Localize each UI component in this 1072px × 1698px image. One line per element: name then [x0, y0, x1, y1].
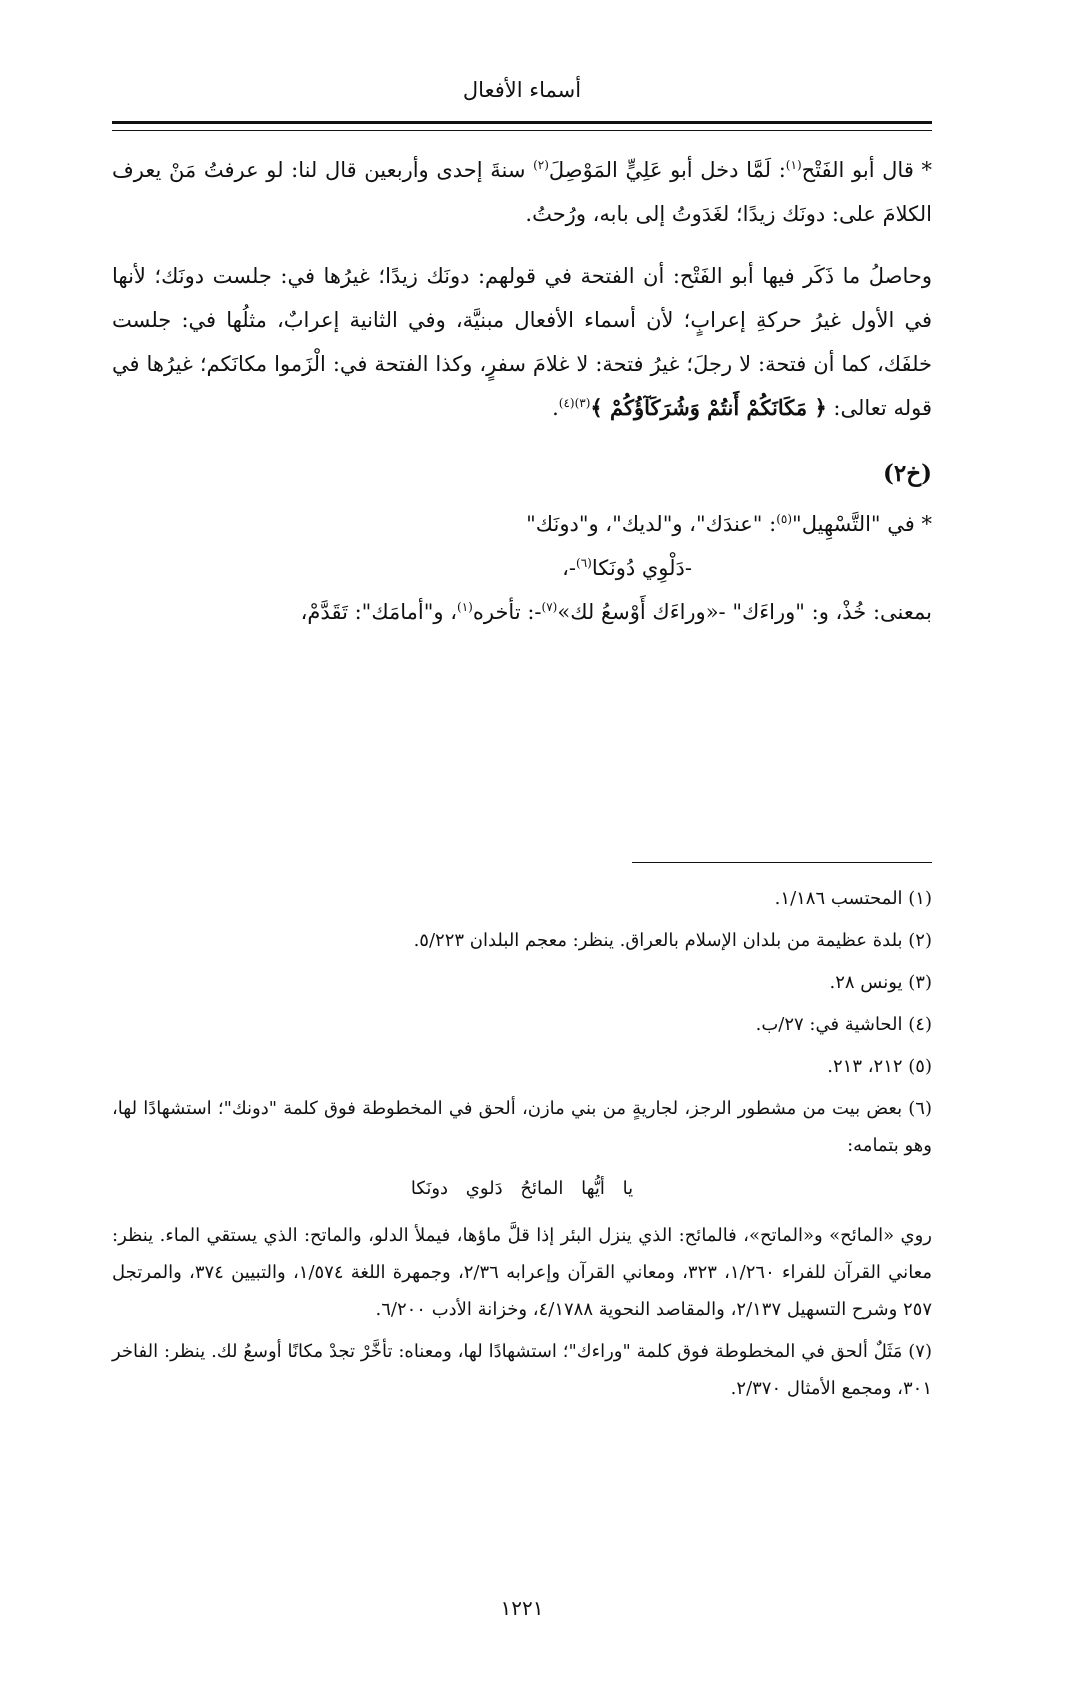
verse-text-b: -، [562, 556, 577, 580]
header-rule-thin [112, 130, 932, 131]
footnote-ref-2[interactable]: (٢) [533, 158, 549, 172]
section-heading: (خ٢) [883, 460, 932, 487]
quran-verse: ﴿ مَكَانَكُمْ أَنتُمْ وَشُرَكَآؤُكُمْ ﴾ [590, 395, 827, 420]
main-text [112, 148, 932, 634]
paragraph-4 [112, 590, 932, 634]
footnote-3: (٣) يونس ٢٨. [829, 972, 932, 993]
book-page [112, 0, 932, 1698]
p1-text-a: قال أبو الفَتْح [801, 158, 914, 182]
p1-text-b: : لَمَّا دخل أبو عَلِيٍّ المَوْصِلَ [548, 158, 786, 182]
footnote-6-continuation: روي «المائح» و«الماتح»، فالمائح: الذي ينزل البئر إذا قلَّ ماؤها، فيملأ الدلو، والماتح: الذي يستقي الماء. ينظر: معاني القرآن للفراء ١/٢٦٠، ٣٢٣، ومعاني القرآن وإعرابه ٢/٣٦، وجمهرة اللغة ١/٥٧٤، والتبيين ٣٧٤، والمرتجل ٢٥٧ وشرح التسهيل ٢/١٣٧، والمقاصد النحوية ٤/١٧٨٨، وخزانة الأدب ٦/٢٠٠. [112, 1225, 933, 1320]
p4-text-c: ، و"أمامَك": تَقَدَّمْ، [300, 600, 458, 624]
page-number: ١٢٢١ [500, 1596, 544, 1620]
p3-text-a: في "التَّسْهِيل" [792, 512, 915, 536]
p2-end: . [552, 396, 559, 420]
bullet-star: * [913, 158, 933, 182]
p2-text: وحاصلُ ما ذَكَر فيها أبو الفَتْح: أن الفتحة في قولهم: دونَك زيدًا؛ غيرُها في: جلست دونَك؛ لأنها في الأول غيرُ حركةِ إعرابٍ؛ لأن أسماء الأفعال مبنيَّة، وفي الثانية إعرابٌ، مثلُها في: جلست خلفَك، كما أن فتحة: لا رجلَ؛ غيرُ فتحة: لا غلامَ سفرٍ، وكذا الفتحة في: الْزَموا مكانَكم؛ غيرُها في قوله تعالى: [112, 264, 932, 420]
p4-text-a: بمعنى: خُذْ، و: "وراءَك" -«وراءَك أَوْسعُ لك» [557, 600, 932, 624]
paragraph-2 [112, 254, 932, 430]
footnote-6: (٦) بعض بيت من مشطور الرجز، لجاريةٍ من بني مازن، ألحق في المخطوطة فوق كلمة "دونك"؛ استشهادًا لها، وهو بتمامه: [112, 1098, 932, 1156]
footnote-ref-6[interactable]: (٦) [576, 556, 592, 570]
footnote-4: (٤) الحاشية في: ٢٧/ب. [755, 1014, 932, 1035]
p3-text-b: : "عندَك"، و"لديك"، و"دونَك" [526, 512, 777, 536]
footnote-ref-3-4[interactable]: (٣)(٤) [558, 396, 591, 410]
verse-text-a: -دَلْوِي دُونَكا [591, 556, 692, 580]
footnote-separator [632, 862, 932, 863]
footnote-ref-5[interactable]: (٥) [776, 512, 793, 526]
footnotes [112, 880, 932, 1412]
footnote-6-verse: يا أيُّها المائحُ دَلوي دونَكا [410, 1178, 634, 1199]
paragraph-3 [112, 502, 932, 546]
footnote-ref-1b[interactable]: (١) [457, 600, 473, 614]
footnote-1: (١) المحتسب ١/١٨٦. [774, 888, 932, 909]
bullet-star-2: * [914, 512, 932, 536]
footnote-5: (٥) ٢١٢، ٢١٣. [827, 1056, 932, 1077]
running-title: أسماء الأفعال [462, 78, 582, 102]
p1-text-c: سنةَ إحدى وأربعين قال لنا: لو عرفتُ مَنْ يعرف الكلامَ على: دونَك زيدًا؛ لغَدَوتُ إلى بابه، ورُحتُ. [112, 158, 932, 226]
footnote-2: (٢) بلدة عظيمة من بلدان الإسلام بالعراق. ينظر: معجم البلدان ٥/٢٢٣. [413, 930, 932, 951]
footnote-ref-7[interactable]: (٧) [541, 600, 558, 614]
verse-line [112, 546, 932, 590]
footnote-7: (٧) مَثَلٌ ألحق في المخطوطة فوق كلمة "وراءك"؛ استشهادًا لها، ومعناه: تأخَّرْ تجدْ مكانًا أوسعُ لك. ينظر: الفاخر ٣٠١، ومجمع الأمثال ٢/٣٧٠. [112, 1341, 932, 1399]
header-rule-thick [112, 121, 932, 124]
footnote-ref-1[interactable]: (١) [785, 158, 802, 172]
paragraph-1 [112, 148, 932, 236]
p4-text-b: -: تأخره [472, 600, 542, 624]
